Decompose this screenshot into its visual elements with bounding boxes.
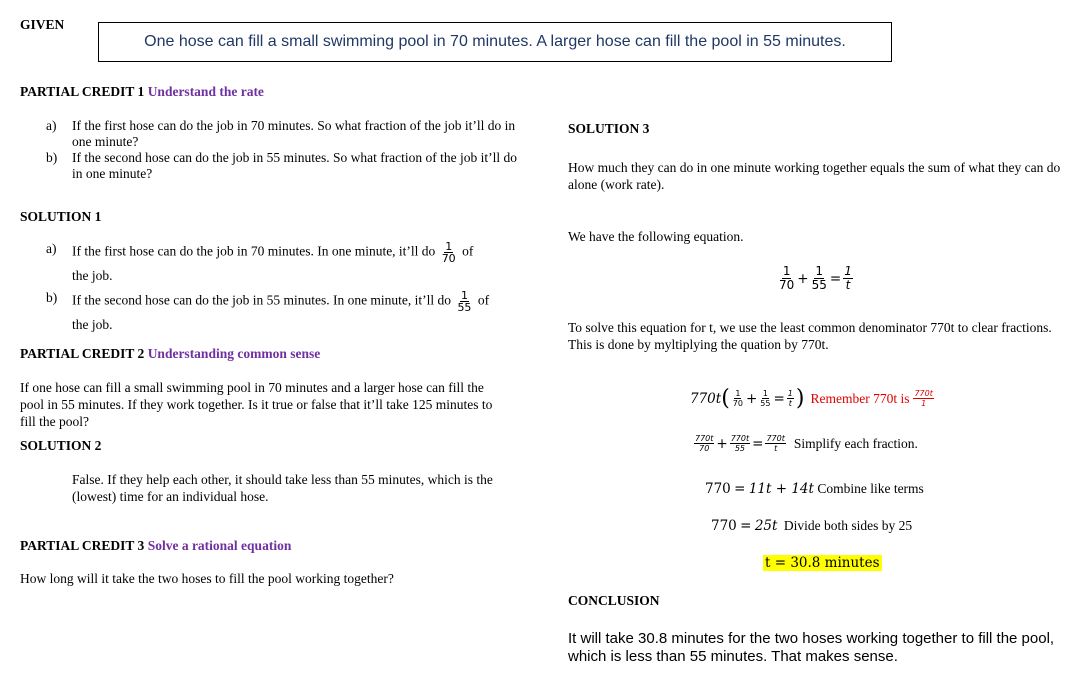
pc3-title: Solve a rational equation bbox=[147, 538, 292, 553]
fraction: $\frac{1}{55}$ bbox=[457, 289, 472, 314]
pc2-title: Understanding common sense bbox=[147, 346, 321, 361]
pc3-text: How long will it take the two hoses to fill the pool working together? bbox=[20, 571, 394, 586]
operator: = bbox=[829, 270, 842, 287]
fraction: $\frac{1}{55}$ bbox=[811, 264, 827, 292]
step-note: Remember 770t is bbox=[810, 390, 910, 406]
equation-1 bbox=[776, 265, 855, 292]
given-box bbox=[98, 22, 892, 62]
list-text: the job. bbox=[72, 317, 113, 332]
sol3-paragraph-1: How much they can do in one minute working together equals the sum of what they can do alone (work rate). bbox=[568, 160, 1061, 192]
list-item bbox=[46, 290, 536, 313]
list-text: If the first hose can do the job in 70 minutes. So what fraction of the job it’ll do in one minute? bbox=[72, 118, 516, 149]
pc2-heading bbox=[20, 346, 320, 362]
answer-highlight: t = 30.8 minutes bbox=[765, 555, 880, 571]
list-text: If the second hose can do the job in 55 minutes. In one minute, it’ll do bbox=[72, 292, 452, 308]
list-text: If the second hose can do the job in 55 minutes. So what fraction of the job it’ll do in one minute? bbox=[72, 150, 518, 181]
pc1-title: Understand the rate bbox=[147, 84, 264, 99]
list-marker: b) bbox=[46, 290, 58, 305]
list-marker: b) bbox=[46, 150, 58, 165]
fraction: $\frac{1}{70}$ bbox=[779, 264, 795, 292]
list-text: of bbox=[477, 292, 490, 308]
sol3-paragraph-2: We have the following equation. bbox=[568, 229, 744, 244]
conclusion-heading: CONCLUSION bbox=[568, 593, 660, 608]
pc3-label: PARTIAL CREDIT 3 bbox=[20, 538, 145, 553]
list-marker: a) bbox=[46, 118, 57, 133]
equation-step-2: $\frac{770t}{70}$ + $\frac{770t}{55}$ = $\frac{770t}{t}$ Simplify each fraction. bbox=[695, 434, 918, 453]
pc2-label: PARTIAL CREDIT 2 bbox=[20, 346, 145, 361]
answer bbox=[763, 555, 882, 571]
sol3-paragraph-3: To solve this equation for t, we use the least common denominator 770t to clear fractions. This is done by myltiplying the quation by 770t. bbox=[568, 320, 1052, 352]
list-item bbox=[46, 150, 526, 182]
pc1-label: PARTIAL CREDIT 1 bbox=[20, 84, 145, 99]
fraction: $\frac{1}{t}$ bbox=[844, 264, 852, 292]
list-item bbox=[46, 118, 526, 150]
sol2-heading: SOLUTION 2 bbox=[20, 438, 102, 453]
given-heading: GIVEN bbox=[20, 17, 65, 32]
operator: + bbox=[797, 270, 809, 287]
pc2-text: If one hose can fill a small swimming pool in 70 minutes and a larger hose can fill the pool in 55 minutes. If they work together. Is it true or false that it’ll take 125 minutes to fill the pool? bbox=[20, 380, 493, 429]
fraction: $\frac{1}{70}$ bbox=[441, 240, 456, 265]
conclusion-text: It will take 30.8 minutes for the two hoses working together to fill the pool, which is less than 55 minutes. That makes sense. bbox=[568, 630, 1055, 665]
step-note: Divide both sides by 25 bbox=[783, 518, 913, 533]
list-text: of bbox=[462, 243, 474, 259]
sol1-heading: SOLUTION 1 bbox=[20, 209, 102, 224]
pc1-list bbox=[46, 118, 526, 182]
equation-step-4: 770 = 25t Divide both sides by 25 bbox=[711, 518, 913, 534]
coefficient: 770t bbox=[690, 390, 722, 407]
pc1-heading bbox=[20, 84, 264, 100]
list-item bbox=[46, 241, 536, 264]
equation-step-3: 770 = 11t + 14t Combine like terms bbox=[705, 481, 924, 497]
list-text: If the first hose can do the job in 70 minutes. In one minute, it’ll do bbox=[72, 243, 436, 259]
list-marker: a) bbox=[46, 241, 57, 256]
sol3-heading: SOLUTION 3 bbox=[568, 121, 650, 136]
step-note: Simplify each fraction. bbox=[793, 435, 918, 451]
list-text: the job. bbox=[72, 268, 113, 283]
sol1-list bbox=[46, 241, 536, 333]
given-text: One hose can fill a small swimming pool in 70 minutes. A larger hose can fill the pool in 55 minutes. bbox=[144, 33, 846, 50]
step-note: Combine like terms bbox=[817, 481, 924, 496]
pc3-heading bbox=[20, 538, 291, 554]
sol2-text: False. If they help each other, it should take less than 55 minutes, which is the (lowest) time for an individual hose. bbox=[72, 472, 493, 504]
equation-step-1: 770t ( $\frac{1}{70}$ + $\frac{1}{55}$ = $\frac{1}{t}$ ) Remember 770t is $\frac{770t}{1}$ bbox=[690, 386, 933, 411]
